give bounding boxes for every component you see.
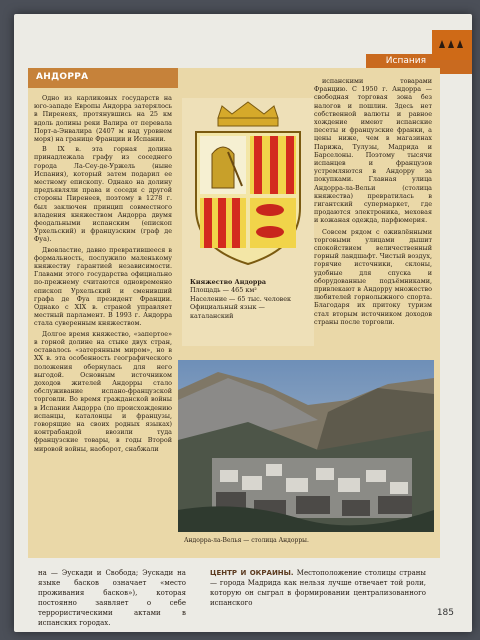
section-text: Местоположение столицы страны — города Мадрида как нельзя лучше отвечает той роли, которую он сыграл в формировании централизованного испанского [210, 569, 426, 607]
book-page [14, 14, 472, 632]
right-column [314, 77, 432, 329]
paragraph: Одно из карликовых государств на юго-западе Европы Андорра затерялось в Пиренеях, протянувшись на 25 км вдоль долины реки Валира от перевала Порт-а-Энвалира (2407 м над уровнем моря) на границе Франции и Испании. [34, 94, 172, 144]
section-label: Испания [385, 56, 426, 66]
caption-line: Население — 65 тыс. человек [190, 294, 292, 303]
paragraph: В IX в. эта горная долина принадлежала графу из соседнего города Ла-Сеу-де-Уржель (ныне Испания), который затем подарил ее местному епископу. Однако на долину предъявляли права и соседи с другой стороны Пиренеев, поэтому в 1278 г. был заключен принцип совместного владения княжеством Андорра двумя феодальными испанским (епископ Урхельский) и французским (граф де Фуа). [34, 145, 172, 244]
paragraph: испанскими товарами Францию. С 1950 г. Андорра — свободная торговая зона без налогов и пошлин. Здесь нет собственной валюты и равное хождение имеют испанские песеты и французские франки, а цены ниже, чем в магазинах Парижа, Тулузы, Мадрида и Барселоны. Поэтому тысячи испанцев и французов устремляются в Андорру за покупками. Главная улица Андорра-ла-Вельи (столица княжества) превратилась в гигантский супермаркет, где продаются электроника, меховая и кожаная одежда, парфюмерия. [314, 77, 432, 225]
left-column [34, 94, 172, 455]
paragraph: Долгое время княжество, «запертое» в горной долине на стыке двух стран, оставалось «затерянным миром», но в XX в. эта особенность географического положения обернулась для него выгодой. Основным источником доходов жителей Андорры стало обслуживание испано-французской торговли. Во время гражданской войны в Испании Андорра (по происхождению испанцы, каталонцы и французы, говорящие на своих родных языках) контрабандой ввозили туда французские товары, в годы Второй мировой войны, наоборот, снабжали [34, 329, 172, 453]
coat-of-arms-icon [182, 98, 314, 268]
caption-line: Площадь — 465 км² [190, 286, 257, 295]
bottom-left-text: на — Эускади и Свобода; Эускади на языке басков означает «место проживания басков»), которая постоянно заявляет о себе террористическими актами в испанских городах. [38, 569, 186, 627]
caption-title: Княжество Андорра [190, 278, 266, 286]
town-photo [178, 360, 434, 532]
section-logo-icon [432, 30, 472, 60]
bottom-right-text [210, 568, 426, 608]
paragraph: Совсем рядом с оживлёнными торговыми улицами дышит спокойствием величественный горный ландшафт. Чистый воздух, горячие источники, склоны, удобные для спуска и оборудованные подъёмниками, привлекают в Андорру множество любителей горнолыжного спорта. Благодаря их притоку туризм стал вторым источником доходов страны после торговли. [314, 227, 432, 326]
caption-line: Официальный язык — каталанский [190, 303, 265, 320]
section-heading: ЦЕНТР И ОКРАИНЫ. [210, 569, 294, 577]
article-title: АНДОРРА [36, 72, 89, 82]
photo-caption: Андорра-ла-Велья — столица Андорры. [184, 537, 309, 544]
coat-of-arms-caption [190, 278, 310, 320]
page-number: 185 [436, 608, 454, 618]
paragraph: Двовластие, давно превратившееся в формальность, послужило маленькому княжеству гарантией независимости. Главами этого государства официально по-прежнему считаются одновременно епископ Урхельский и сменивший графа де Фуа президент Франции. Однако с XIX в. страной управляет местный парламент. В 1993 г. Андорра стала суверенным княжеством. [34, 245, 172, 328]
